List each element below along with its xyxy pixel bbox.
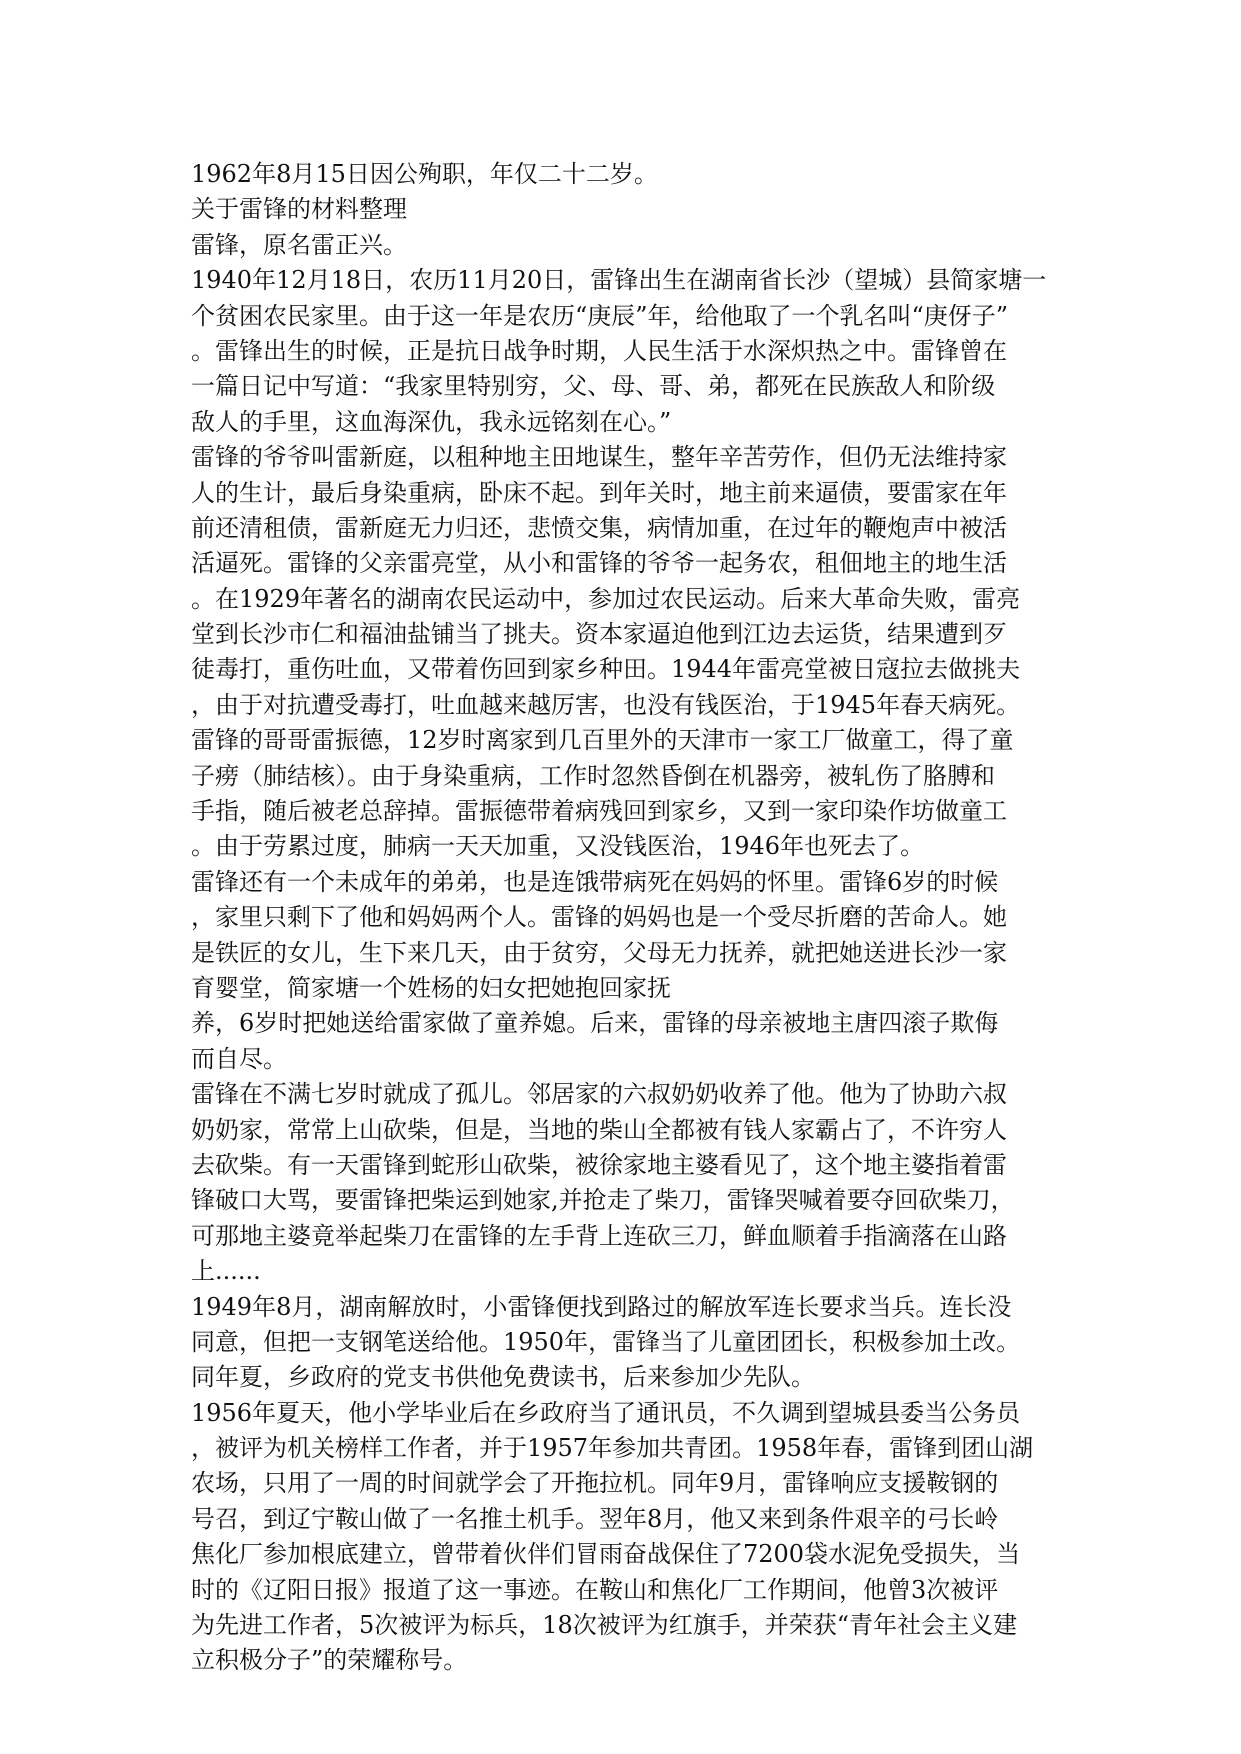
document-body [191, 157, 1051, 1679]
text-line: 同年夏，乡政府的党支书供他免费读书，后来参加少先队。 [191, 1363, 815, 1392]
text-line: 立积极分子”的荣耀称号。 [191, 1646, 468, 1675]
text-line: 而自尽。 [191, 1044, 287, 1073]
text-line: ，家里只剩下了他和妈妈两个人。雷锋的妈妈也是一个受尽折磨的苦命人。她 [191, 903, 1007, 932]
text-line: ，由于对抗遭受毒打，吐血越来越厉害，也没有钱医治，于1945年春天病死。 [191, 690, 1021, 719]
text-line: 雷锋的爷爷叫雷新庭，以租种地主田地谋生，整年辛苦劳作，但仍无法维持家 [191, 443, 1007, 472]
text-line: 。由于劳累过度，肺病一天天加重，又没钱医治，1946年也死去了。 [191, 832, 925, 861]
text-line: 一篇日记中写道：“我家里特别穷，父、母、哥、弟，都死在民族敌人和阶级 [191, 372, 996, 401]
text-line: 活逼死。雷锋的父亲雷亮堂，从小和雷锋的爷爷一起务农，租佃地主的地生活 [191, 549, 1007, 578]
text-line: 时的《辽阳日报》报道了这一事迹。在鞍山和焦化厂工作期间，他曾3次被评 [191, 1575, 999, 1604]
text-line: 雷锋还有一个未成年的弟弟，也是连饿带病死在妈妈的怀里。雷锋6岁的时候 [191, 867, 999, 896]
text-line: 关于雷锋的材料整理 [191, 195, 407, 224]
text-line: 同意，但把一支钢笔送给他。1950年，雷锋当了儿童团团长，积极参加土改。 [191, 1327, 1021, 1356]
text-line: 徒毒打，重伤吐血，又带着伤回到家乡种田。1944年雷亮堂被日寇拉去做挑夫 [191, 655, 1021, 684]
text-line: 堂到长沙市仁和福油盐铺当了挑夫。资本家逼迫他到江边去运货，结果遭到歹 [191, 620, 1007, 649]
text-line: 雷锋，原名雷正兴。 [191, 230, 407, 259]
text-line: 是铁匠的女儿，生下来几天，由于贫穷，父母无力抚养，就把她送进长沙一家 [191, 938, 1007, 967]
text-line: 去砍柴。有一天雷锋到蛇形山砍柴，被徐家地主婆看见了，这个地主婆指着雷 [191, 1150, 1007, 1179]
text-line: 前还清租债，雷新庭无力归还，悲愤交集，病情加重，在过年的鞭炮声中被活 [191, 513, 1007, 542]
text-line: 焦化厂参加根底建立，曾带着伙伴们冒雨奋战保住了7200袋水泥免受损失，当 [191, 1540, 1021, 1569]
text-line: 敌人的手里，这血海深仇，我永远铭刻在心。” [191, 407, 672, 436]
text-line: 1949年8月，湖南解放时，小雷锋便找到路过的解放军连长要求当兵。连长没 [191, 1292, 1012, 1321]
text-line: 1940年12月18日，农历11月20日，雷锋出生在湖南省长沙（望城）县简家塘一 [191, 266, 1047, 295]
text-line: 。在1929年著名的湖南农民运动中，参加过农民运动。后来大革命失败，雷亮 [191, 584, 1021, 613]
text-line: 手指，随后被老总辞掉。雷振德带着病残回到家乡，又到一家印染作坊做童工 [191, 797, 1007, 826]
text-line: 可那地主婆竟举起柴刀在雷锋的左手背上连砍三刀，鲜血顺着手指滴落在山路 [191, 1221, 1007, 1250]
text-line: 雷锋在不满七岁时就成了孤儿。邻居家的六叔奶奶收养了他。他为了协助六叔 [191, 1080, 1007, 1109]
text-line: 1956年夏天，他小学毕业后在乡政府当了通讯员，不久调到望城县委当公务员 [191, 1398, 1021, 1427]
text-line: 人的生计，最后身染重病，卧床不起。到年关时，地主前来逼债，要雷家在年 [191, 478, 1007, 507]
text-line: 上...... [191, 1257, 261, 1286]
text-line: 农场，只用了一周的时间就学会了开拖拉机。同年9月，雷锋响应支援鞍钢的 [191, 1469, 999, 1498]
text-line: 育婴堂，简家塘一个姓杨的妇女把她抱回家抚 [191, 973, 671, 1002]
text-line: 号召，到辽宁鞍山做了一名推土机手。翌年8月，他又来到条件艰辛的弓长岭 [191, 1504, 999, 1533]
text-line: 为先进工作者，5次被评为标兵，18次被评为红旗手，并荣获“青年社会主义建 [191, 1611, 1018, 1640]
text-line: 奶奶家，常常上山砍柴，但是，当地的柴山全都被有钱人家霸占了，不许穷人 [191, 1115, 1007, 1144]
text-line: 个贫困农民家里。由于这一年是农历“庚辰”年，给他取了一个乳名叫“庚伢子” [191, 301, 1009, 330]
text-line: 锋破口大骂，要雷锋把柴运到她家,并抢走了柴刀，雷锋哭喊着要夺回砍柴刀， [191, 1186, 1015, 1215]
text-line: 。雷锋出生的时候，正是抗日战争时期，人民生活于水深炽热之中。雷锋曾在 [191, 336, 1007, 365]
text-line: 养，6岁时把她送给雷家做了童养媳。后来，雷锋的母亲被地主唐四滚子欺侮 [191, 1009, 999, 1038]
text-line: 雷锋的哥哥雷振德，12岁时离家到几百里外的天津市一家工厂做童工，得了童 [191, 726, 1014, 755]
text-line: ，被评为机关榜样工作者，并于1957年参加共青团。1958年春，雷锋到团山湖 [191, 1434, 1034, 1463]
text-line: 子痨（肺结核）。由于身染重病，工作时忽然昏倒在机器旁，被轧伤了胳膊和 [191, 761, 995, 790]
text-line: 1962年8月15日因公殉职，年仅二十二岁。 [191, 160, 658, 188]
